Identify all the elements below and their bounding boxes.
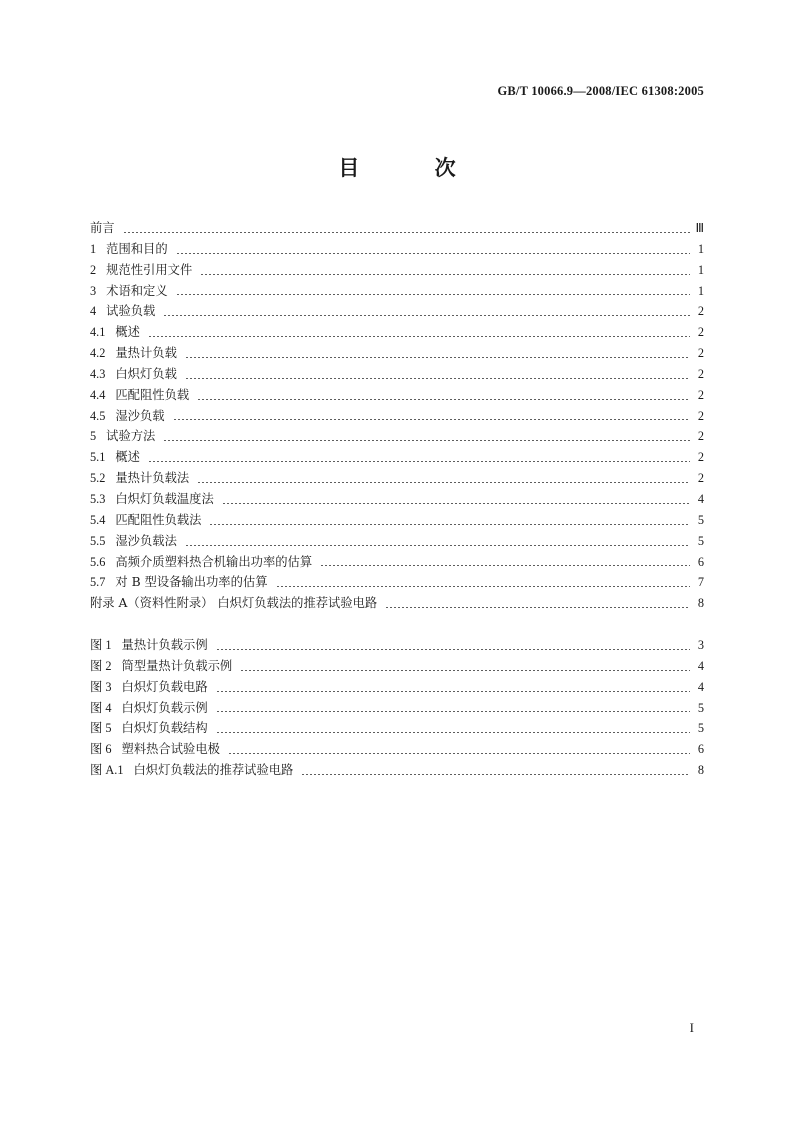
toc-entry[interactable] xyxy=(90,385,704,406)
figure-entry-label: 塑料热合试验电极 xyxy=(121,742,220,757)
toc-entry-page: 1 xyxy=(697,241,704,256)
figure-entry-label: 白炽灯负载电路 xyxy=(121,679,208,694)
toc-entry[interactable] xyxy=(90,510,704,531)
dot-leader xyxy=(173,419,690,420)
toc-entry-page: 2 xyxy=(697,429,704,444)
dot-leader xyxy=(185,545,690,546)
toc-entry-page: 2 xyxy=(697,366,704,381)
toc-entry-label: 量热计负载法 xyxy=(115,471,190,486)
toc-entry-number: 5.7 xyxy=(90,575,106,590)
toc-entry-page: 6 xyxy=(697,554,704,569)
toc-entry[interactable] xyxy=(90,281,704,302)
toc-entry-page: Ⅲ xyxy=(695,221,704,235)
dot-leader xyxy=(209,524,690,525)
figure-entry[interactable] xyxy=(90,739,704,760)
toc-entry-number: 4 xyxy=(90,304,97,319)
toc-entry-page: 2 xyxy=(697,387,704,402)
dot-leader xyxy=(163,440,690,441)
figure-entry-page: 5 xyxy=(697,700,704,715)
toc-list xyxy=(90,218,704,614)
figure-entry-page: 3 xyxy=(697,638,704,652)
toc-entry-label: 匹配阻性负载法 xyxy=(115,512,202,527)
toc-entry-label: 湿沙负载 xyxy=(115,408,165,423)
toc-entry-label: 量热计负载 xyxy=(115,346,177,361)
toc-entry-number: 1 xyxy=(90,241,97,256)
toc-entry-label: 附录 A（资料性附录） 白炽灯负载法的推荐试验电路 xyxy=(90,596,378,611)
figure-entry[interactable] xyxy=(90,635,704,656)
standard-number: GB/T 10066.9—2008/IEC 61308:2005 xyxy=(497,84,704,98)
toc-entry-page: 5 xyxy=(697,512,704,527)
toc-entry-page: 2 xyxy=(697,408,704,423)
toc-entry-number: 4.5 xyxy=(90,408,106,423)
dot-leader xyxy=(185,357,690,358)
toc-entry-label: 试验负载 xyxy=(106,304,156,319)
figure-entry-page: 4 xyxy=(697,658,704,673)
toc-entry-label: 对 B 型设备输出功率的估算 xyxy=(115,575,268,590)
dot-leader xyxy=(176,294,690,295)
figure-entry-number: 图 5 xyxy=(90,721,112,736)
figure-entry-number: 图 6 xyxy=(90,742,112,757)
dot-leader xyxy=(197,399,690,400)
dot-leader xyxy=(185,378,690,379)
toc-entry-page: 2 xyxy=(697,325,704,340)
figure-entry-number: 图 4 xyxy=(90,700,112,715)
dot-leader xyxy=(320,565,690,566)
toc-entry-number: 4.1 xyxy=(90,325,106,340)
toc-entry-label: 术语和定义 xyxy=(106,283,168,298)
toc-entry-number: 4.3 xyxy=(90,366,106,381)
toc-entry-page: 2 xyxy=(697,304,704,319)
toc-entry-label: 白炽灯负载温度法 xyxy=(115,491,214,506)
figure-entry[interactable] xyxy=(90,718,704,739)
toc-entry-label: 规范性引用文件 xyxy=(106,262,193,277)
figure-entry-page: 8 xyxy=(697,763,704,778)
dot-leader xyxy=(123,232,690,233)
figure-list xyxy=(90,635,704,781)
figure-entry-label: 白炽灯负载示例 xyxy=(121,700,208,715)
figure-entry[interactable] xyxy=(90,677,704,698)
dot-leader xyxy=(163,315,690,316)
figure-entry-label: 白炽灯负载结构 xyxy=(121,721,208,736)
dot-leader xyxy=(197,482,690,483)
dot-leader xyxy=(148,336,690,337)
figure-entry-page: 6 xyxy=(697,742,704,757)
toc-entry[interactable] xyxy=(90,364,704,385)
dot-leader xyxy=(176,253,690,254)
toc-entry-page: 8 xyxy=(697,596,704,611)
toc-entry-page: 2 xyxy=(697,471,704,486)
toc-entry-label: 湿沙负载法 xyxy=(115,533,177,548)
dot-leader xyxy=(385,607,690,608)
figure-entry-label: 量热计负载示例 xyxy=(121,638,208,652)
dot-leader xyxy=(240,670,690,671)
figure-entry-label: 白炽灯负载法的推荐试验电路 xyxy=(133,763,294,778)
toc-entry-number: 4.2 xyxy=(90,346,106,361)
toc-entry-label: 范围和目的 xyxy=(106,241,168,256)
toc-entry-page: 4 xyxy=(697,491,704,506)
toc-entry[interactable] xyxy=(90,531,704,552)
toc-entry-label: 前言 xyxy=(90,221,115,235)
figure-entry-number: 图 1 xyxy=(90,638,112,652)
toc-entry[interactable] xyxy=(90,260,704,281)
figure-entry[interactable] xyxy=(90,698,704,719)
toc-entry-number: 5.2 xyxy=(90,471,106,486)
dot-leader xyxy=(148,461,690,462)
toc-entry-label: 试验方法 xyxy=(106,429,156,444)
toc-entry[interactable] xyxy=(90,572,704,593)
dot-leader xyxy=(216,649,690,650)
figure-entry-number: 图 2 xyxy=(90,658,112,673)
toc-entry[interactable] xyxy=(90,218,704,239)
toc-entry-label: 匹配阻性负载 xyxy=(115,387,190,402)
toc-entry[interactable] xyxy=(90,593,704,614)
toc-entry-label: 概述 xyxy=(115,450,140,465)
dot-leader xyxy=(222,503,690,504)
page-number: I xyxy=(689,1020,694,1035)
figure-entry-number: 图 A.1 xyxy=(90,763,124,778)
toc-entry[interactable] xyxy=(90,322,704,343)
toc-entry-number: 5.4 xyxy=(90,512,106,527)
toc-entry-number: 4.4 xyxy=(90,387,106,402)
dot-leader xyxy=(216,711,690,712)
toc-entry-label: 高频介质塑料热合机输出功率的估算 xyxy=(115,554,313,569)
toc-entry-page: 5 xyxy=(697,533,704,548)
dot-leader xyxy=(200,274,690,275)
toc-entry-number: 5.5 xyxy=(90,533,106,548)
toc-entry[interactable] xyxy=(90,447,704,468)
toc-entry[interactable] xyxy=(90,301,704,322)
toc-entry[interactable] xyxy=(90,239,704,260)
toc-entry[interactable] xyxy=(90,426,704,447)
toc-entry-page: 7 xyxy=(697,575,704,590)
dot-leader xyxy=(216,691,690,692)
toc-entry[interactable] xyxy=(90,468,704,489)
figure-entry-page: 5 xyxy=(697,721,704,736)
toc-entry-number: 5.3 xyxy=(90,491,106,506)
toc-entry[interactable] xyxy=(90,406,704,427)
toc-entry-page: 1 xyxy=(697,262,704,277)
toc-entry[interactable] xyxy=(90,343,704,364)
dot-leader xyxy=(301,774,690,775)
toc-entry-number: 5.1 xyxy=(90,450,106,465)
figure-entry-page: 4 xyxy=(697,679,704,694)
toc-entry-number: 5.6 xyxy=(90,554,106,569)
figure-entry-number: 图 3 xyxy=(90,679,112,694)
toc-entry-number: 3 xyxy=(90,283,97,298)
figure-entry[interactable] xyxy=(90,656,704,677)
toc-entry[interactable] xyxy=(90,489,704,510)
dot-leader xyxy=(276,586,691,587)
dot-leader xyxy=(216,732,690,733)
toc-entry-page: 1 xyxy=(697,283,704,298)
dot-leader xyxy=(228,753,690,754)
toc-entry-number: 5 xyxy=(90,429,97,444)
figure-entry[interactable] xyxy=(90,760,704,781)
toc-entry-number: 2 xyxy=(90,262,97,277)
toc-entry-page: 2 xyxy=(697,450,704,465)
toc-entry-page: 2 xyxy=(697,346,704,361)
toc-entry-label: 概述 xyxy=(115,325,140,340)
toc-entry-label: 白炽灯负载 xyxy=(115,366,177,381)
toc-entry[interactable] xyxy=(90,552,704,573)
page-title: 目 次 xyxy=(338,155,490,180)
figure-entry-label: 筒型量热计负载示例 xyxy=(121,658,233,673)
